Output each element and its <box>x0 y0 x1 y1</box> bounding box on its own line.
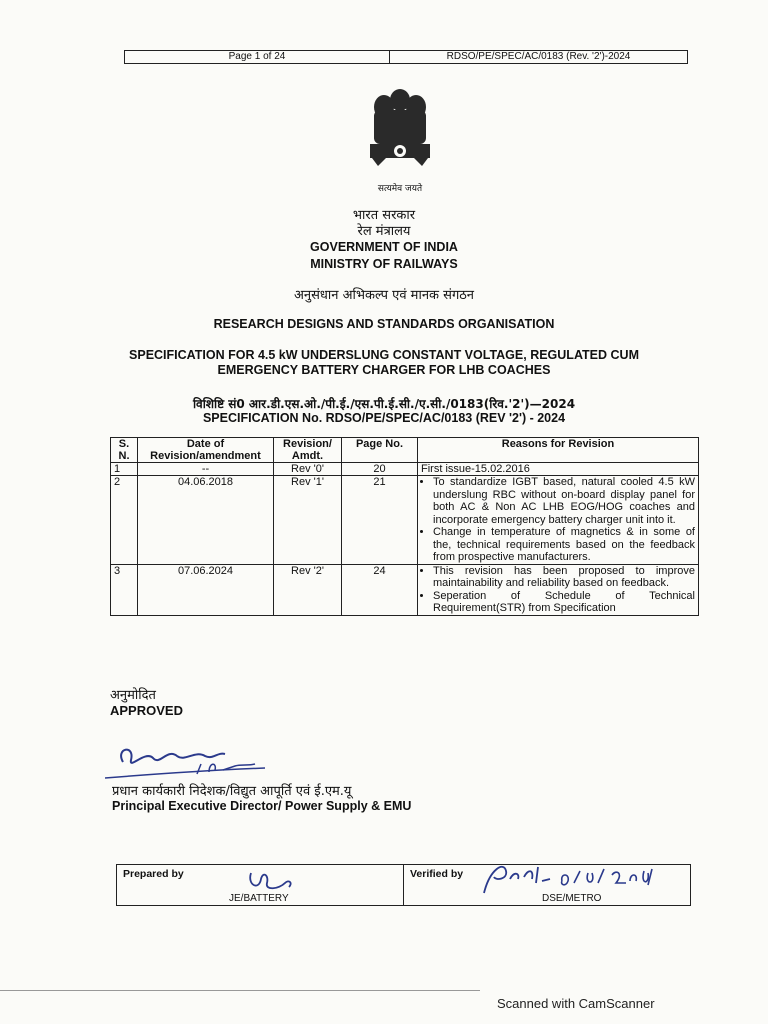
cell-sn: 2 <box>111 476 138 565</box>
scan-edge <box>0 990 480 991</box>
hindi-ministry: रेल मंत्रालय <box>357 224 411 239</box>
table-row <box>111 564 699 615</box>
approval-block <box>110 685 183 718</box>
signoff-box <box>116 864 691 906</box>
cell-page: 21 <box>342 476 418 565</box>
director-hindi: प्रधान कार्यकारी निदेशक/विद्युत आपूर्ति एवं ई.एम.यू <box>112 784 352 799</box>
verified-role: DSE/METRO <box>542 893 602 904</box>
prepared-label: Prepared by <box>123 868 184 880</box>
spec-title-line2: EMERGENCY BATTERY CHARGER FOR LHB COACHES <box>217 363 551 377</box>
spec-title-line1: SPECIFICATION FOR 4.5 kW UNDERSLUNG CONSTANT VOLTAGE, REGULATED CUM <box>129 348 639 362</box>
table-header-row <box>111 438 699 463</box>
cell-page: 24 <box>342 564 418 615</box>
scanner-watermark: Scanned with CamScanner <box>497 996 655 1011</box>
ministry-title: MINISTRY OF RAILWAYS <box>310 257 458 271</box>
verified-cell <box>404 865 690 905</box>
cell-sn: 1 <box>111 463 138 476</box>
reason-item: • To standardize IGBT based, natural cooled 4.5 kW underslung RBC without on-board display panel for both AC & Non AC LHB EOG/HOG coaches and incorporate emergency battery charger unit into it. <box>433 476 695 526</box>
cell-revision: Rev '0' <box>274 463 342 476</box>
table-row <box>111 463 699 476</box>
cell-reasons <box>418 476 699 565</box>
document-reference: RDSO/PE/SPEC/AC/0183 (Rev. '2')-2024 <box>446 51 631 62</box>
reason-item: • This revision has been proposed to improve maintainability and reliability based on feedback. <box>433 565 695 590</box>
header-page: Page No. <box>342 438 418 463</box>
emblem-motto: सत्यमेव जयते <box>377 184 423 194</box>
header-date: Date of Revision/amendment <box>138 438 274 463</box>
cell-revision: Rev '2' <box>274 564 342 615</box>
prepared-signature <box>245 869 295 895</box>
spec-number: SPECIFICATION No. RDSO/PE/SPEC/AC/0183 (REV '2') - 2024 <box>202 411 566 425</box>
hindi-rdso: अनुसंधान अभिकल्प एवं मानक संगठन <box>293 288 475 303</box>
approved-label: APPROVED <box>110 703 183 718</box>
prepared-role: JE/BATTERY <box>229 893 289 904</box>
cell-reason: First issue-15.02.2016 <box>418 463 699 476</box>
header-reasons: Reasons for Revision <box>418 438 699 463</box>
table-row <box>111 476 699 565</box>
director-signature <box>105 740 275 785</box>
national-emblem-icon <box>360 82 440 194</box>
cell-date: 04.06.2018 <box>138 476 274 565</box>
spec-number-hindi: विशिष्टि सं0 आर.डी.एस.ओ./पी.ई./एस.पी.ई.सी./ए.सी./0183(रिव.'2')—2024 <box>192 397 576 411</box>
government-title: GOVERNMENT OF INDIA <box>310 240 458 254</box>
verified-label: Verified by <box>410 868 464 880</box>
cell-reasons <box>418 564 699 615</box>
page-header <box>124 50 688 64</box>
reason-item: • Seperation of Schedule of Technical Requirement(STR) from Specification <box>433 590 695 615</box>
hindi-government: भारत सरकार <box>352 208 416 223</box>
prepared-cell <box>117 865 404 905</box>
page-number: Page 1 of 24 <box>125 51 390 63</box>
rdso-title: RESEARCH DESIGNS AND STANDARDS ORGANISATION <box>213 317 555 331</box>
header-revision: Revision/ Amdt. <box>274 438 342 463</box>
cell-page: 20 <box>342 463 418 476</box>
header-sn: S. N. <box>111 438 138 463</box>
cell-date: -- <box>138 463 274 476</box>
reason-item: • Change in temperature of magnetics & in some of the, technical requirements based on the feedback from prospective manufacturers. <box>433 526 695 564</box>
revision-table <box>110 437 699 616</box>
director-title: Principal Executive Director/ Power Supply & EMU <box>112 799 412 813</box>
cell-revision: Rev '1' <box>274 476 342 565</box>
cell-sn: 3 <box>111 564 138 615</box>
approved-hindi: अनुमोदित <box>110 688 156 703</box>
cell-date: 07.06.2024 <box>138 564 274 615</box>
